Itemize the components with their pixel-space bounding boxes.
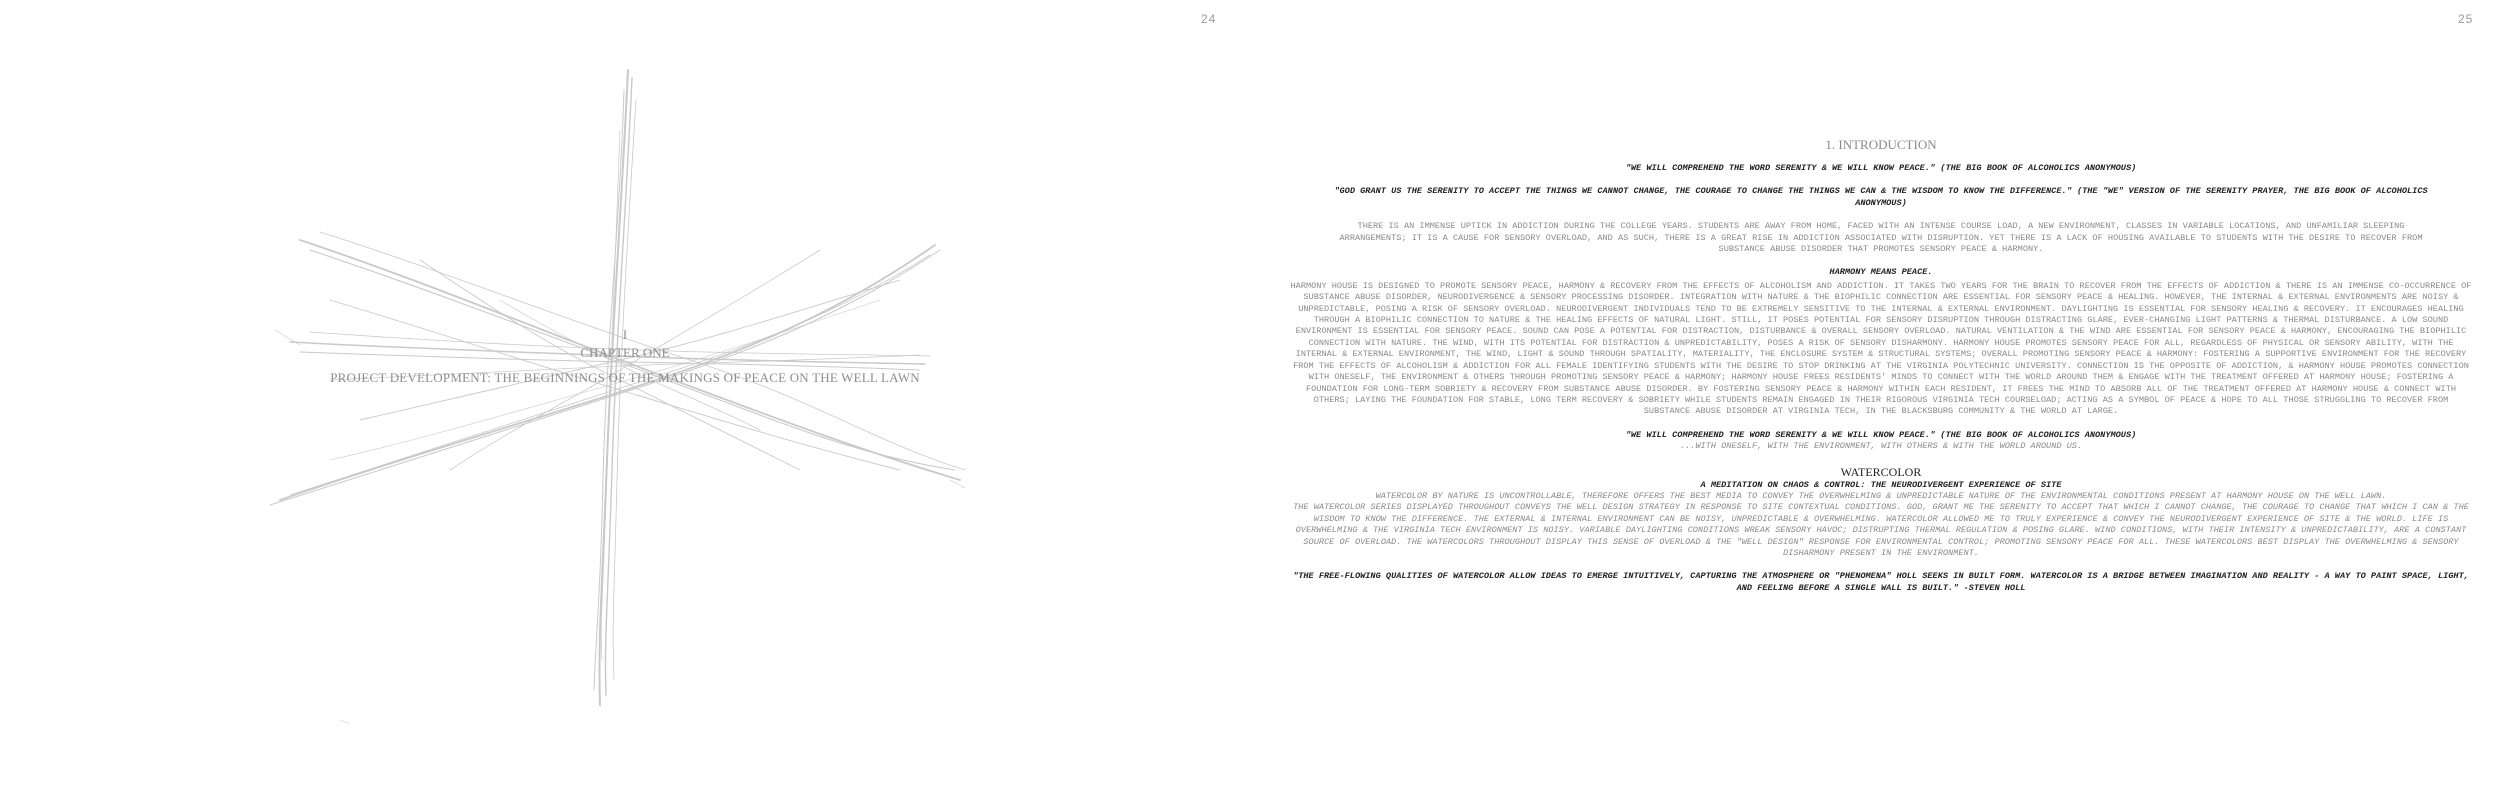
harmony-heading: HARMONY MEANS PEACE. — [1829, 267, 1933, 278]
chapter-number: I — [622, 327, 628, 342]
chapter-heading-block — [300, 327, 950, 387]
watercolor-title: WATERCOLOR — [1840, 464, 1922, 479]
section-title: 1. INTRODUCTION — [1825, 137, 1937, 152]
quote-serenity: "WE WILL COMPREHEND THE WORD SERENITY & WE WILL KNOW PEACE." (THE BIG BOOK OF ALCOHOLICS ANONYMOUS) — [1625, 163, 2137, 173]
quote-followup: ...WITH ONESELF, WITH THE ENVIRONMENT, WITH OTHERS & WITH THE WORLD AROUND US. — [1679, 441, 2083, 452]
watercolor-paragraph-1: WATERCOLOR BY NATURE IS UNCONTROLLABLE, THEREFORE OFFERS THE BEST MEDIA TO CONVEY THE OVERWHELMING & UNPREDICTABLE NATURE OF THE ENVIRONMENTAL CONDITIONS PRESENT AT HARMONY HOUSE ON THE WELL LAWN. — [1375, 490, 2387, 501]
chapter-subtitle: PROJECT DEVELOPMENT: THE BEGINNINGS OF THE MAKINGS OF PEACE ON THE WELL LAWN — [330, 370, 920, 385]
harmony-paragraph: HARMONY HOUSE IS DESIGNED TO PROMOTE SENSORY PEACE, HARMONY & RECOVERY FROM THE EFFECTS OF ALCOHOLISM AND ADDICTION. IT TAKES TWO YEARS FOR THE BRAIN TO RECOVER FROM THE EFFECTS OF ADDICTION & THERE IS AN IMMENSE CO-OCCURRENCE OF SUBSTANCE ABUSE DISORDER, NEURODIVERGENCE & SENSORY PROCESSING DISORDER. INTEGRATION WITH NATURE & THE BIOPHILIC CONNECTION ARE ESSENTIAL FOR SENSORY PEACE & HEALING. HOWEVER, THE INTERNAL & EXTERNAL ENVIRONMENTS ARE NOISY & UNPREDICTABLE, POSING A RISK OF SENSORY OVERLOAD. NEURODIVERGENT INDIVIDUALS TEND TO BE EXTREMELY SENSITIVE TO THE INTERNAL & EXTERNAL ENVIRONMENT. DAYLIGHTING IS ESSENTIAL FOR SENSORY HEALING & RECOVERY. IT ENCOURAGES HEALING THROUGH A BIOPHILIC CONNECTION TO NATURE & THE HEALING EFFECTS OF NATURAL LIGHT. STILL, IT POSES POTENTIAL FOR SENSORY DISRUPTION THROUGH DISTRACTING GLARE, EVER-CHANGING LIGHT PATTERNS & THERMAL DISTURBANCE. A LOW SOUND ENVIRONMENT IS ESSENTIAL FOR SENSORY PEACE. SOUND CAN POSE A POTENTIAL FOR DISTRACTION, DISTURBANCE & OVERALL SENSORY OVERLOAD. NATURAL VENTILATION & THE WIND ARE ESSENTIAL FOR SENSORY PEACE & HARMONY, ENCOURAGING THE BIOPHILIC CONNECTION WITH NATURE. THE WIND, WITH ITS POTENTIAL FOR DISTRACTION & UNPREDICTABILITY, POSES A RISK OF SENSORY DISHARMONY. HARMONY HOUSE PROMOTES SENSORY PEACE FOR ALL, REGARDLESS OF PHYSICAL OR SENSORY ABILITY, WITH THE INTERNAL & EXTERNAL ENVIRONMENT, THE WIND, LIGHT & SOUND THROUGH SPATIALITY, MATERIALITY, THE ENCLOSURE SYSTEM & STRUCTURAL SYSTEMS; OVERALL PROMOTING SENSORY PEACE & HARMONY: FOSTERING A SUPPORTIVE ENVIRONMENT FOR THE RECOVERY FROM THE EFFECTS OF ALCOHOLISM & ADDICTION FOR ALL FEMALE IDENTIFYING STUDENTS WITH THE DESIRE TO STOP DRINKING AT THE VIRGINIA POLYTECHNIC UNIVERSITY. CONNECTION IS THE OPPOSITE OF ADDICTION, & HARMONY HOUSE PROMOTES CONNECTION WITH ONESELF, THE ENVIRONMENT & OTHERS THROUGH PROMOTING SENSORY PEACE & HARMONY; HARMONY HOUSE FREES RESIDENTS' MINDS TO CONNECT WITH THE WORLD AROUND THEM & ENGAGE WITH THE TREATMENT OFFERED AT HARMONY HOUSE; FOSTERING A FOUNDATION FOR LONG-TERM SOBRIETY & RECOVERY FROM SUBSTANCE ABUSE DISORDER. BY FOSTERING SENSORY PEACE & HARMONY WITHIN EACH RESIDENT, IT FREES THE MIND TO ABSORB ALL OF THE TREATMENT OFFERED AT HARMONY HOUSE & CONNECT WITH OTHERS; LAYING THE FOUNDATION FOR STABLE, LONG TERM RECOVERY & SOBRIETY WHILE STUDENTS REMAIN ENGAGED IN THEIR RIGOROUS VIRGINIA TECH COURSELOAD; ACTING AS A SYMBOL OF PEACE & HOPE TO ALL THOSE STRUGGLING TO RECOVER FROM SUBSTANCE ABUSE DISORDER AT VIRGINIA TECH, IN THE BLACKSBURG COMMUNITY & THE WORLD AT LARGE. — [1290, 280, 2472, 417]
quote-steven-holl: "THE FREE-FLOWING QUALITIES OF WATERCOLOR ALLOW IDEAS TO EMERGE INTUITIVELY, CAPTURING THE ATMOSPHERE OR "PHENOMENA" HOLL SEEKS IN BUILT FORM. WATERCOLOR IS A BRIDGE BETWEEN IMAGINATION AND REALITY - A WAY TO PAINT SPACE, LIGHT, AND FEELING BEFORE A SINGLE WALL IS BUILT." -STEVEN HOLL — [1293, 571, 2469, 593]
page-number-right: 25 — [2458, 12, 2474, 26]
intro-paragraph: THERE IS AN IMMENSE UPTICK IN ADDICTION DURING THE COLLEGE YEARS. STUDENTS ARE AWAY FROM HOME, FACED WITH AN INTENSE COURSE LOAD, A NEW ENVIRONMENT, CLASSES IN VARIABLE LOCATIONS, AND UNFAMILIAR SLEEPING ARRANGEMENTS; IT IS A CAUSE FOR SENSORY OVERLOAD, AND AS SUCH, THERE IS A GREAT RISE IN ADDICTION ASSOCIATED WITH DISRUPTION. YET THERE IS A LACK OF HOUSING AVAILABLE TO STUDENTS WITH THE DESIRE TO RECOVER FROM SUBSTANCE ABUSE DISORDER THAT PROMOTES SENSORY PEACE & HARMONY. — [1339, 221, 2423, 255]
watercolor-subtitle: A MEDITATION ON CHAOS & CONTROL: THE NEURODIVERGENT EXPERIENCE OF SITE — [1700, 479, 2062, 490]
right-page — [1290, 137, 2472, 594]
quote-serenity-prayer: "GOD GRANT US THE SERENITY TO ACCEPT THE THINGS WE CANNOT CHANGE, THE COURAGE TO CHANGE THE THINGS WE CAN & THE WISDOM TO KNOW THE DIFFERENCE." (THE "WE" VERSION OF THE SERENITY PRAYER, THE BIG BOOK OF ALCOHOLICS ANONYMOUS) — [1334, 186, 2428, 208]
quote-serenity-repeat: "WE WILL COMPREHEND THE WORD SERENITY & WE WILL KNOW PEACE." (THE BIG BOOK OF ALCOHOLICS ANONYMOUS) — [1625, 429, 2137, 440]
page-number-left: 24 — [1201, 12, 1217, 26]
watercolor-paragraph-2: THE WATERCOLOR SERIES DISPLAYED THROUGHOUT CONVEYS THE WELL DESIGN STRATEGY IN RESPONSE TO SITE CONTEXTUAL CONDITIONS. GOD, GRANT ME THE SERENITY TO ACCEPT THAT WHICH I CANNOT CHANGE, THE COURAGE TO CHANGE THAT WHICH I CAN & THE WISDOM TO KNOW THE DIFFERENCE. THE EXTERNAL & INTERNAL ENVIRONMENT CAN BE NOISY, UNPREDICTABLE & OVERWHELMING. WATERCOLOR ALLOWED ME TO TRULY EXPERIENCE & CONVEY THE NEURODIVERGENT EXPERIENCE OF SITE & THE WORLD. LIFE IS OVERWHELMING & THE VIRGINIA TECH ENVIRONMENT IS NOISY. VARIABLE DAYLIGHTING CONDITIONS WREAK SENSORY HAVOC; DISTRUPTING THERMAL REGULATION & POSING GLARE. WIND CONDITIONS, WITH THEIR INTENSITY & UNPREDICTABILITY, ARE A CONSTANT SOURCE OF OVERLOAD. THE WATERCOLORS THROUGHOUT DISPLAY THIS SENSE OF OVERLOAD & THE "WELL DESIGN" RESPONSE FOR ENVIRONMENTAL CONTROL; PROMOTING SENSORY PEACE FOR ALL. THESE WATERCOLORS BEST DISPLAY THE OVERWHELMING & SENSORY DISHARMONY PRESENT IN THE ENVIRONMENT. — [1293, 502, 2469, 558]
chapter-title: CHAPTER ONE — [580, 345, 670, 360]
